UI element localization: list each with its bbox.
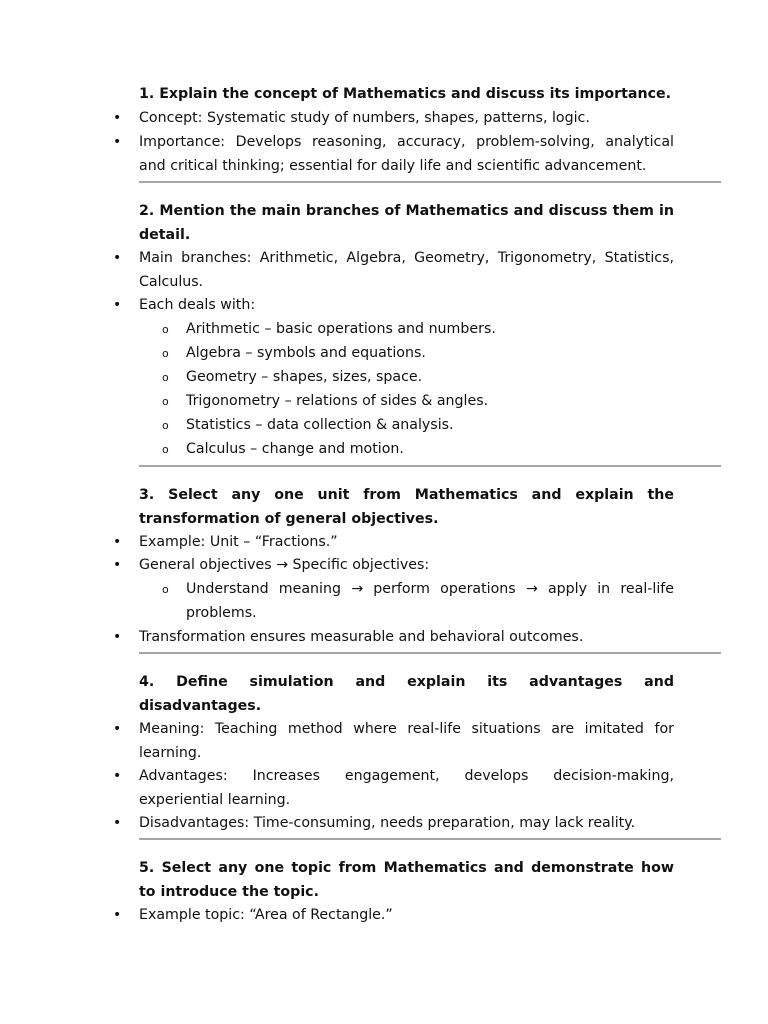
section-3-item-objectives: General objectives → Specific objectives: [139,557,430,573]
bullet: • [113,721,122,737]
sub-bullet: o [162,419,169,432]
section-5-item-example: Example topic: “Area of Rectangle.” [139,907,393,923]
section-1-item-importance: Importance: Develops reasoning, accuracy, problem-solving, analytical and critical thinking; essential for daily life and scientific advancement. [139,134,674,174]
section-2-item-each-deals: Each deals with: [139,297,256,313]
section-1-item-concept: Concept: Systematic study of numbers, shapes, patterns, logic. [139,110,590,126]
subitem-arithmetic: Arithmetic – basic operations and numbers. [186,321,496,337]
bullet: • [113,534,122,550]
section-divider [139,652,721,654]
section-3-item-example: Example: Unit – “Fractions.” [139,534,338,550]
sub-bullet: o [162,323,169,336]
subitem-statistics: Statistics – data collection & analysis. [186,417,454,433]
bullet: • [113,629,122,645]
subitem-understand: Understand meaning → perform operations → apply in real-life problems. [186,581,674,621]
sub-bullet: o [162,395,169,408]
section-4-item-disadvantages: Disadvantages: Time-consuming, needs preparation, may lack reality. [139,815,636,831]
sub-bullet: o [162,583,169,596]
bullet: • [113,250,122,266]
section-1-heading: 1. Explain the concept of Mathematics and discuss its importance. [139,86,672,102]
section-5-heading: 5. Select any one topic from Mathematics and demonstrate how to introduce the topic. [139,860,674,900]
bullet: • [113,557,122,573]
section-divider [139,838,721,840]
subitem-calculus: Calculus – change and motion. [186,441,404,457]
section-divider [139,465,721,467]
sub-bullet: o [162,371,169,384]
sub-bullet: o [162,347,169,360]
section-3-item-transformation: Transformation ensures measurable and behavioral outcomes. [139,629,584,645]
sub-bullet: o [162,443,169,456]
section-4-heading: 4. Define simulation and explain its advantages and disadvantages. [139,674,674,714]
subitem-geometry: Geometry – shapes, sizes, space. [186,369,423,385]
section-3-heading: 3. Select any one unit from Mathematics and explain the transformation of general objectives. [139,487,674,527]
section-4-item-meaning: Meaning: Teaching method where real-life situations are imitated for learning. [139,721,674,761]
section-2-item-branches: Main branches: Arithmetic, Algebra, Geometry, Trigonometry, Statistics, Calculus. [139,250,674,290]
bullet: • [113,907,122,923]
subitem-trigonometry: Trigonometry – relations of sides & angles. [186,393,489,409]
bullet: • [113,768,122,784]
subitem-algebra: Algebra – symbols and equations. [186,345,426,361]
section-2-heading: 2. Mention the main branches of Mathematics and discuss them in detail. [139,203,674,243]
bullet: • [113,297,122,313]
section-divider [139,181,721,183]
bullet: • [113,815,122,831]
section-4-item-advantages: Advantages: Increases engagement, develops decision-making, experiential learning. [139,768,674,808]
bullet: • [113,110,122,126]
bullet: • [113,134,122,150]
